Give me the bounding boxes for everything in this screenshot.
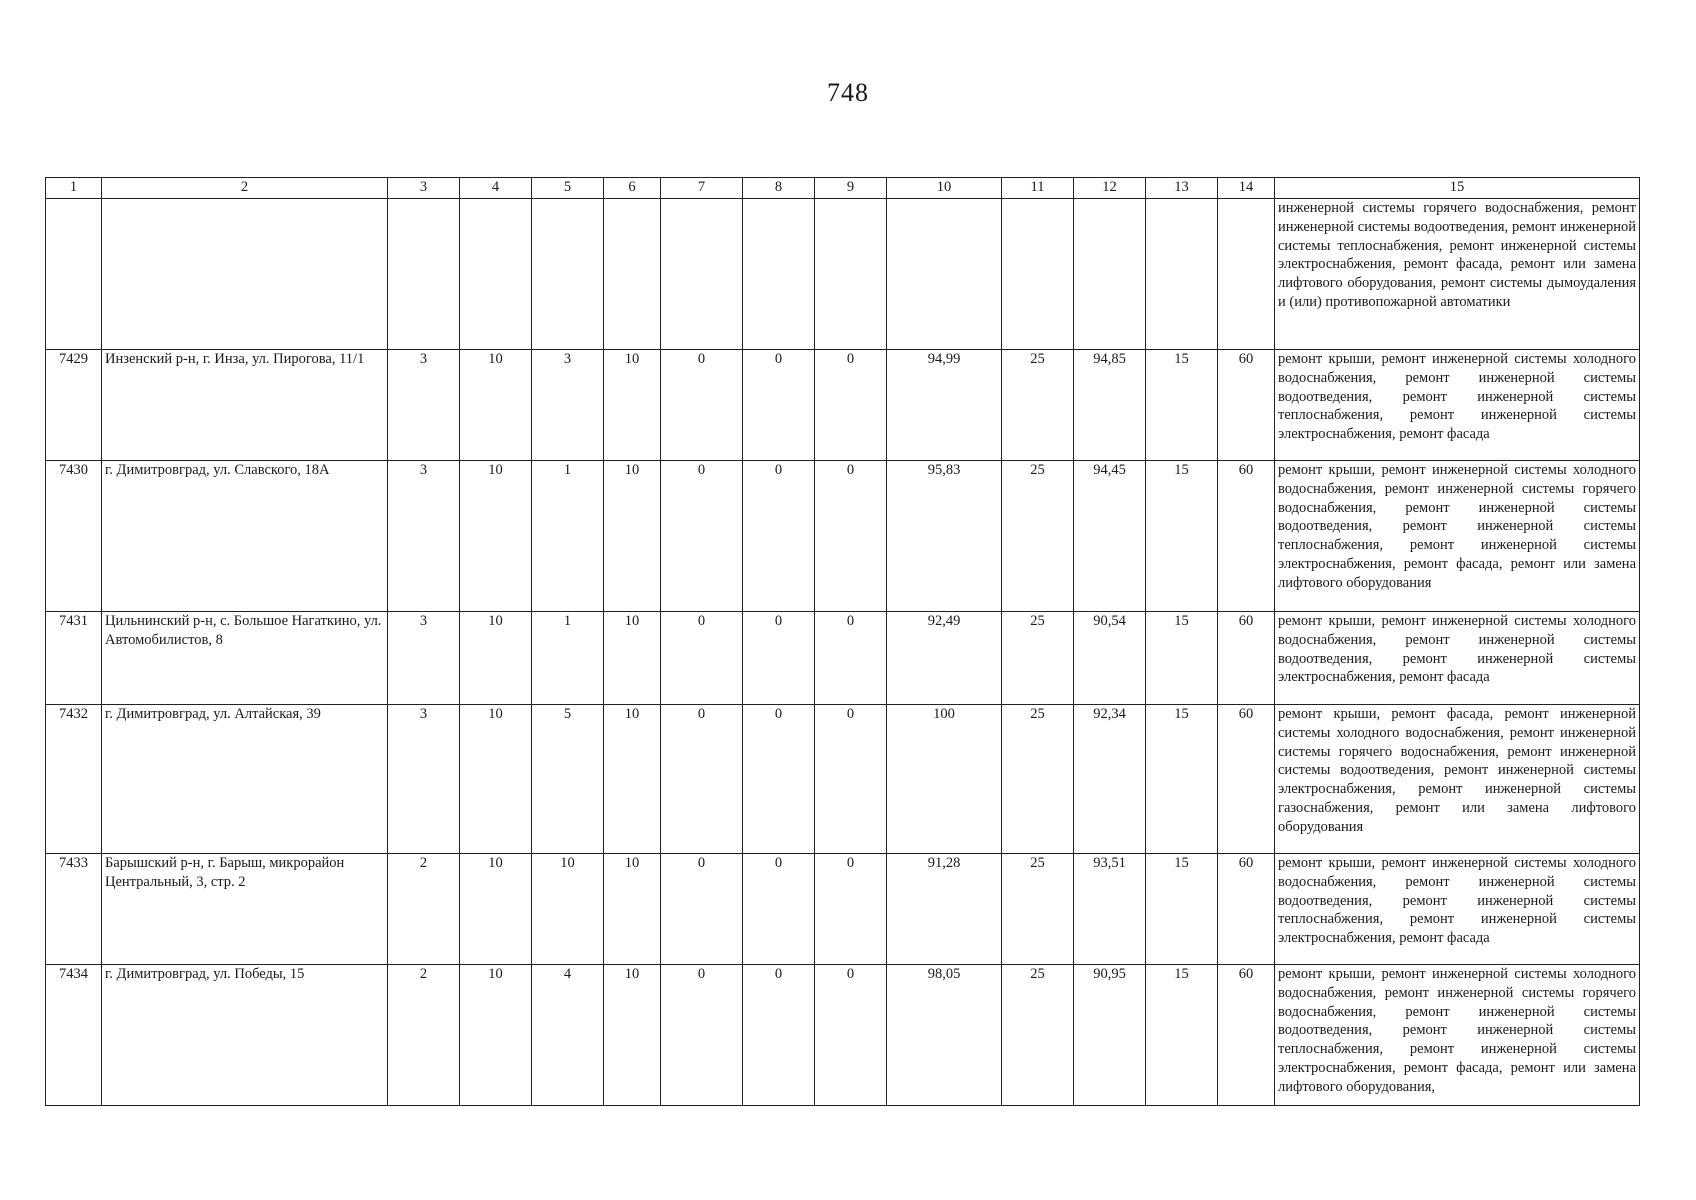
value-cell: 3 [388, 705, 460, 854]
value-cell: 60 [1218, 461, 1275, 612]
value-cell: 92,34 [1074, 705, 1146, 854]
value-cell: 60 [1218, 965, 1275, 1106]
value-cell: 0 [815, 854, 887, 965]
value-cell: 25 [1002, 965, 1074, 1106]
record-id: 7429 [46, 350, 102, 461]
column-number: 8 [743, 178, 815, 199]
value-cell: 10 [460, 854, 532, 965]
column-number: 6 [604, 178, 661, 199]
table-row [46, 612, 1640, 705]
column-number: 12 [1074, 178, 1146, 199]
value-cell: 10 [604, 461, 661, 612]
address-cell [102, 199, 388, 350]
value-cell: 94,99 [887, 350, 1002, 461]
value-cell: 0 [815, 705, 887, 854]
column-number: 5 [532, 178, 604, 199]
column-number: 10 [887, 178, 1002, 199]
value-cell: 10 [604, 854, 661, 965]
value-cell: 94,45 [1074, 461, 1146, 612]
column-number-row [46, 178, 1640, 199]
works-cell: ремонт крыши, ремонт инженерной системы холодного водоснабжения, ремонт инженерной системы горячего водоснабжения, ремонт инженерной системы водоотведения, ремонт инженерной системы теплоснабжения, ремонт инженерной системы электроснабжения, ремонт фасада, ремонт или замена лифтового оборудования [1275, 461, 1640, 612]
value-cell: 60 [1218, 854, 1275, 965]
register-table [45, 177, 1640, 1106]
record-id: 7433 [46, 854, 102, 965]
value-cell: 2 [388, 854, 460, 965]
value-cell: 0 [815, 461, 887, 612]
value-cell [887, 199, 1002, 350]
works-cell: ремонт крыши, ремонт инженерной системы холодного водоснабжения, ремонт инженерной системы водоотведения, ремонт инженерной системы теплоснабжения, ремонт инженерной системы электроснабжения, ремонт фасада [1275, 854, 1640, 965]
value-cell: 90,54 [1074, 612, 1146, 705]
value-cell: 10 [460, 965, 532, 1106]
value-cell: 25 [1002, 612, 1074, 705]
value-cell: 0 [743, 705, 815, 854]
value-cell [1074, 199, 1146, 350]
value-cell: 3 [388, 461, 460, 612]
value-cell: 10 [604, 705, 661, 854]
table-row [46, 461, 1640, 612]
record-id: 7431 [46, 612, 102, 705]
value-cell: 92,49 [887, 612, 1002, 705]
value-cell: 0 [661, 965, 743, 1106]
value-cell: 15 [1146, 854, 1218, 965]
value-cell [388, 199, 460, 350]
value-cell: 10 [460, 612, 532, 705]
column-number: 15 [1275, 178, 1640, 199]
value-cell: 93,51 [1074, 854, 1146, 965]
value-cell: 5 [532, 705, 604, 854]
value-cell: 10 [460, 705, 532, 854]
value-cell [1002, 199, 1074, 350]
value-cell: 25 [1002, 461, 1074, 612]
value-cell: 0 [661, 461, 743, 612]
value-cell: 0 [661, 612, 743, 705]
value-cell: 0 [743, 612, 815, 705]
value-cell: 15 [1146, 965, 1218, 1106]
table-row [46, 854, 1640, 965]
value-cell: 0 [661, 854, 743, 965]
value-cell: 100 [887, 705, 1002, 854]
record-id: 7430 [46, 461, 102, 612]
page-number: 748 [827, 78, 869, 107]
value-cell: 15 [1146, 350, 1218, 461]
value-cell: 0 [815, 350, 887, 461]
works-cell: ремонт крыши, ремонт инженерной системы холодного водоснабжения, ремонт инженерной системы горячего водоснабжения, ремонт инженерной системы водоотведения, ремонт инженерной системы теплоснабжения, ремонт инженерной системы электроснабжения, ремонт фасада, ремонт или замена лифтового оборудования, [1275, 965, 1640, 1106]
value-cell: 60 [1218, 612, 1275, 705]
address-cell: г. Димитровград, ул. Славского, 18А [102, 461, 388, 612]
works-cell: ремонт крыши, ремонт фасада, ремонт инженерной системы холодного водоснабжения, ремонт инженерной системы горячего водоснабжения, ремонт инженерной системы водоотведения, ремонт инженерной системы электроснабжения, ремонт инженерной системы газоснабжения, ремонт или замена лифтового оборудования [1275, 705, 1640, 854]
value-cell: 94,85 [1074, 350, 1146, 461]
value-cell: 25 [1002, 854, 1074, 965]
value-cell [743, 199, 815, 350]
column-number: 7 [661, 178, 743, 199]
record-id: 7434 [46, 965, 102, 1106]
address-cell: Инзенский р-н, г. Инза, ул. Пирогова, 11/1 [102, 350, 388, 461]
value-cell: 0 [743, 461, 815, 612]
value-cell: 10 [460, 461, 532, 612]
value-cell: 15 [1146, 461, 1218, 612]
value-cell: 15 [1146, 612, 1218, 705]
value-cell: 95,83 [887, 461, 1002, 612]
value-cell: 60 [1218, 350, 1275, 461]
table-row [46, 199, 1640, 350]
column-number: 14 [1218, 178, 1275, 199]
address-cell: г. Димитровград, ул. Победы, 15 [102, 965, 388, 1106]
works-cell: инженерной системы горячего водоснабжения, ремонт инженерной системы водоотведения, ремонт инженерной системы теплоснабжения, ремонт инженерной системы электроснабжения, ремонт фасада, ремонт или замена лифтового оборудования, ремонт системы дымоудаления и (или) противопожарной автоматики [1275, 199, 1640, 350]
column-number: 9 [815, 178, 887, 199]
value-cell: 60 [1218, 705, 1275, 854]
value-cell: 10 [532, 854, 604, 965]
value-cell: 91,28 [887, 854, 1002, 965]
record-id: 7432 [46, 705, 102, 854]
value-cell [1146, 199, 1218, 350]
value-cell: 1 [532, 612, 604, 705]
value-cell: 10 [604, 612, 661, 705]
value-cell: 3 [388, 612, 460, 705]
value-cell [460, 199, 532, 350]
table-row [46, 705, 1640, 854]
value-cell: 90,95 [1074, 965, 1146, 1106]
value-cell: 1 [532, 461, 604, 612]
value-cell: 10 [604, 965, 661, 1106]
value-cell: 10 [460, 350, 532, 461]
table-row [46, 350, 1640, 461]
works-cell: ремонт крыши, ремонт инженерной системы холодного водоснабжения, ремонт инженерной системы водоотведения, ремонт инженерной системы электроснабжения, ремонт фасада [1275, 612, 1640, 705]
value-cell: 0 [815, 612, 887, 705]
column-number: 11 [1002, 178, 1074, 199]
column-number: 4 [460, 178, 532, 199]
value-cell: 15 [1146, 705, 1218, 854]
address-cell: г. Димитровград, ул. Алтайская, 39 [102, 705, 388, 854]
value-cell: 25 [1002, 350, 1074, 461]
value-cell: 2 [388, 965, 460, 1106]
value-cell: 10 [604, 350, 661, 461]
value-cell: 0 [743, 854, 815, 965]
value-cell: 0 [661, 350, 743, 461]
value-cell [661, 199, 743, 350]
column-number: 2 [102, 178, 388, 199]
column-number: 3 [388, 178, 460, 199]
value-cell [1218, 199, 1275, 350]
value-cell: 3 [532, 350, 604, 461]
value-cell: 0 [815, 965, 887, 1106]
value-cell: 0 [743, 965, 815, 1106]
value-cell: 4 [532, 965, 604, 1106]
value-cell [604, 199, 661, 350]
address-cell: Барышский р-н, г. Барыш, микрорайон Центральный, 3, стр. 2 [102, 854, 388, 965]
address-cell: Цильнинский р-н, с. Большое Нагаткино, ул. Автомобилистов, 8 [102, 612, 388, 705]
value-cell [815, 199, 887, 350]
table-row [46, 965, 1640, 1106]
column-number: 1 [46, 178, 102, 199]
value-cell: 0 [661, 705, 743, 854]
record-id [46, 199, 102, 350]
column-number: 13 [1146, 178, 1218, 199]
value-cell [532, 199, 604, 350]
value-cell: 98,05 [887, 965, 1002, 1106]
value-cell: 25 [1002, 705, 1074, 854]
value-cell: 3 [388, 350, 460, 461]
works-cell: ремонт крыши, ремонт инженерной системы холодного водоснабжения, ремонт инженерной системы водоотведения, ремонт инженерной системы теплоснабжения, ремонт инженерной системы электроснабжения, ремонт фасада [1275, 350, 1640, 461]
value-cell: 0 [743, 350, 815, 461]
